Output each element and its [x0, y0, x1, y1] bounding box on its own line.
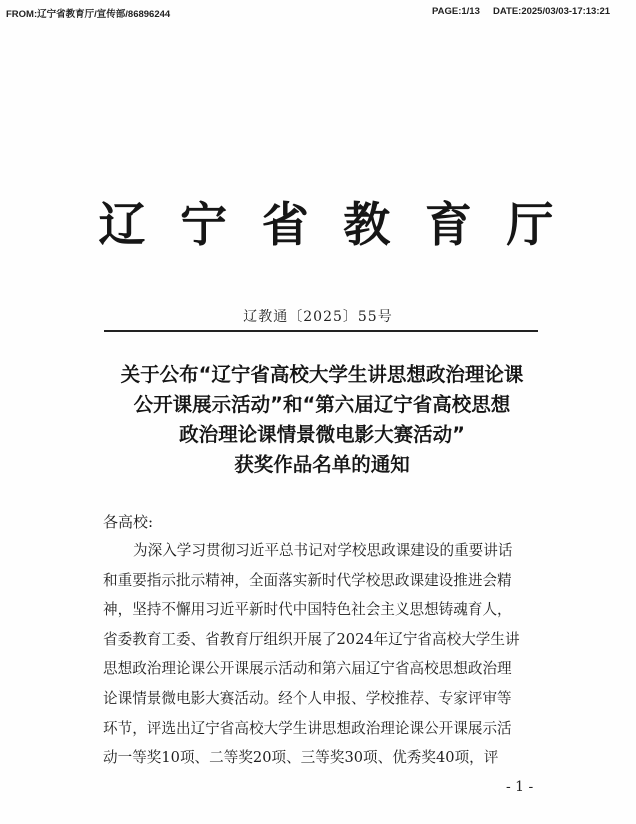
body-line: 动一等奖10项、二等奖20项、三等奖30项、优秀奖40项，评 [103, 749, 499, 767]
body-line: 环节，评选出辽宁省高校大学生讲思想政治理论课公开课展示活 [103, 719, 512, 737]
notice-title-line: 政治理论课情景微电影大赛活动” [179, 423, 465, 446]
notice-title-line: 关于公布“辽宁省高校大学生讲思想政治理论课 [120, 363, 524, 386]
issuing-organization-title [96, 196, 556, 256]
body-line: 省委教育工委、省教育厅组织开展了2024年辽宁省高校大学生讲 [103, 630, 520, 648]
fax-from: FROM:辽宁省教育厅/宣传部/86896244 [6, 9, 171, 20]
document-number: 辽教通〔2025〕55号 [243, 309, 393, 325]
fax-header [6, 6, 628, 20]
org-title-char: 厅 [506, 198, 554, 253]
salutation: 各高校: [103, 513, 154, 531]
notice-title [84, 360, 560, 480]
org-title-char: 教 [343, 198, 391, 253]
notice-title-line: 获奖作品名单的通知 [234, 453, 410, 476]
notice-title-line: 公开课展示活动”和“第六届辽宁省高校思想 [133, 393, 511, 416]
page-number: - 1 - [506, 779, 534, 795]
body-line: 神，坚持不懈用习近平新时代中国特色社会主义思想铸魂育人， [103, 601, 512, 619]
body-line: 和重要指示批示精神，全面落实新时代学校思政课建设推进会精 [103, 571, 512, 589]
fax-page-count: PAGE:1/13 [432, 6, 480, 17]
body-line: 为深入学习贯彻习近平总书记对学校思政课建设的重要讲话 [133, 542, 513, 559]
org-title-char: 省 [261, 198, 309, 253]
header-divider [104, 330, 538, 332]
fax-date: DATE:2025/03/03-17:13:21 [493, 6, 611, 17]
org-title-char: 育 [424, 198, 472, 253]
body-line: 论课情景微电影大赛活动。经个人申报、学校推荐、专家评审等 [103, 689, 512, 707]
body-line: 思想政治理论课公开课展示活动和第六届辽宁省高校思想政治理 [103, 660, 512, 678]
org-title-char: 辽 [98, 198, 146, 253]
org-title-char: 宁 [180, 198, 228, 253]
body-paragraph [103, 536, 559, 773]
